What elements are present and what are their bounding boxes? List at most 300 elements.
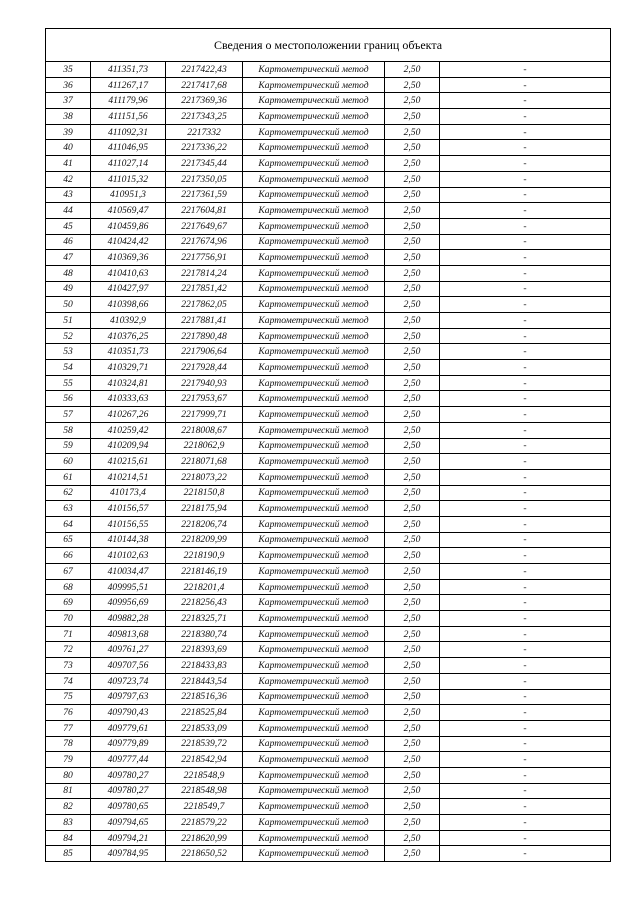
method-cell: Картометрический метод [243,313,385,329]
y-coordinate-cell: 2217814,24 [166,265,243,281]
accuracy-cell: 2,50 [385,281,440,297]
accuracy-cell: 2,50 [385,265,440,281]
x-coordinate-cell: 410329,71 [91,360,166,376]
accuracy-cell: 2,50 [385,469,440,485]
x-coordinate-cell: 409780,65 [91,799,166,815]
point-number-cell: 83 [46,815,91,831]
point-number-cell: 67 [46,564,91,580]
x-coordinate-cell: 411267,17 [91,77,166,93]
accuracy-cell: 2,50 [385,313,440,329]
table-title: Сведения о местоположении границ объекта [46,29,611,62]
point-number-cell: 55 [46,375,91,391]
y-coordinate-cell: 2218650,52 [166,846,243,862]
description-cell: - [440,736,611,752]
description-cell: - [440,767,611,783]
method-cell: Картометрический метод [243,815,385,831]
table-row [46,140,611,156]
table-row [46,611,611,627]
table-row [46,454,611,470]
point-number-cell: 36 [46,77,91,93]
point-number-cell: 61 [46,469,91,485]
x-coordinate-cell: 409794,65 [91,815,166,831]
table-row [46,564,611,580]
point-number-cell: 74 [46,673,91,689]
point-number-cell: 54 [46,360,91,376]
x-coordinate-cell: 409784,95 [91,846,166,862]
description-cell: - [440,265,611,281]
description-cell: - [440,799,611,815]
table-row [46,250,611,266]
method-cell: Картометрический метод [243,564,385,580]
accuracy-cell: 2,50 [385,564,440,580]
accuracy-cell: 2,50 [385,611,440,627]
method-cell: Картометрический метод [243,516,385,532]
table-row [46,673,611,689]
accuracy-cell: 2,50 [385,658,440,674]
y-coordinate-cell: 2218256,43 [166,595,243,611]
y-coordinate-cell: 2218443,54 [166,673,243,689]
y-coordinate-cell: 2217604,81 [166,203,243,219]
table-row [46,469,611,485]
accuracy-cell: 2,50 [385,297,440,313]
point-number-cell: 51 [46,313,91,329]
accuracy-cell: 2,50 [385,234,440,250]
table-row [46,281,611,297]
y-coordinate-cell: 2217851,42 [166,281,243,297]
x-coordinate-cell: 411351,73 [91,62,166,78]
point-number-cell: 48 [46,265,91,281]
description-cell: - [440,438,611,454]
accuracy-cell: 2,50 [385,830,440,846]
x-coordinate-cell: 409779,61 [91,720,166,736]
y-coordinate-cell: 2218393,69 [166,642,243,658]
description-cell: - [440,250,611,266]
method-cell: Картометрический метод [243,626,385,642]
table-row [46,171,611,187]
x-coordinate-cell: 409761,27 [91,642,166,658]
description-cell: - [440,626,611,642]
accuracy-cell: 2,50 [385,579,440,595]
point-number-cell: 38 [46,109,91,125]
y-coordinate-cell: 2218549,7 [166,799,243,815]
method-cell: Картометрический метод [243,375,385,391]
method-cell: Картометрический метод [243,830,385,846]
x-coordinate-cell: 410209,94 [91,438,166,454]
table-row [46,501,611,517]
accuracy-cell: 2,50 [385,156,440,172]
point-number-cell: 72 [46,642,91,658]
method-cell: Картометрический метод [243,407,385,423]
y-coordinate-cell: 2217674,96 [166,234,243,250]
description-cell: - [440,705,611,721]
table-row [46,799,611,815]
method-cell: Картометрический метод [243,611,385,627]
table-row [46,234,611,250]
method-cell: Картометрический метод [243,595,385,611]
table-row [46,218,611,234]
description-cell: - [440,752,611,768]
y-coordinate-cell: 2217890,48 [166,328,243,344]
y-coordinate-cell: 2218206,74 [166,516,243,532]
y-coordinate-cell: 2218620,99 [166,830,243,846]
y-coordinate-cell: 2218209,99 [166,532,243,548]
x-coordinate-cell: 410424,42 [91,234,166,250]
y-coordinate-cell: 2218190,9 [166,548,243,564]
accuracy-cell: 2,50 [385,673,440,689]
method-cell: Картометрический метод [243,438,385,454]
y-coordinate-cell: 2218062,9 [166,438,243,454]
table-row [46,485,611,501]
point-number-cell: 43 [46,187,91,203]
description-cell: - [440,203,611,219]
x-coordinate-cell: 409956,69 [91,595,166,611]
point-number-cell: 69 [46,595,91,611]
point-number-cell: 41 [46,156,91,172]
method-cell: Картометрический метод [243,344,385,360]
y-coordinate-cell: 2218325,71 [166,611,243,627]
table-row [46,422,611,438]
point-number-cell: 37 [46,93,91,109]
x-coordinate-cell: 410351,73 [91,344,166,360]
point-number-cell: 75 [46,689,91,705]
accuracy-cell: 2,50 [385,407,440,423]
description-cell: - [440,391,611,407]
method-cell: Картометрический метод [243,124,385,140]
method-cell: Картометрический метод [243,532,385,548]
description-cell: - [440,532,611,548]
description-cell: - [440,375,611,391]
description-cell: - [440,124,611,140]
accuracy-cell: 2,50 [385,438,440,454]
table-row [46,77,611,93]
table-row [46,783,611,799]
table-row [46,124,611,140]
accuracy-cell: 2,50 [385,77,440,93]
x-coordinate-cell: 410267,26 [91,407,166,423]
x-coordinate-cell: 410156,57 [91,501,166,517]
method-cell: Картометрический метод [243,93,385,109]
table-header-row [46,29,611,62]
point-number-cell: 85 [46,846,91,862]
accuracy-cell: 2,50 [385,501,440,517]
table-row [46,830,611,846]
table-row [46,328,611,344]
method-cell: Картометрический метод [243,783,385,799]
table-row [46,109,611,125]
point-number-cell: 44 [46,203,91,219]
accuracy-cell: 2,50 [385,752,440,768]
x-coordinate-cell: 409780,27 [91,783,166,799]
table-row [46,658,611,674]
method-cell: Картометрический метод [243,673,385,689]
description-cell: - [440,187,611,203]
x-coordinate-cell: 410333,63 [91,391,166,407]
method-cell: Картометрический метод [243,767,385,783]
x-coordinate-cell: 409790,43 [91,705,166,721]
table-row [46,689,611,705]
method-cell: Картометрический метод [243,328,385,344]
method-cell: Картометрический метод [243,846,385,862]
table-row [46,736,611,752]
x-coordinate-cell: 409797,63 [91,689,166,705]
x-coordinate-cell: 411027,14 [91,156,166,172]
description-cell: - [440,642,611,658]
description-cell: - [440,516,611,532]
description-cell: - [440,156,611,172]
description-cell: - [440,109,611,125]
accuracy-cell: 2,50 [385,485,440,501]
y-coordinate-cell: 2217999,71 [166,407,243,423]
accuracy-cell: 2,50 [385,516,440,532]
point-number-cell: 64 [46,516,91,532]
x-coordinate-cell: 411151,56 [91,109,166,125]
accuracy-cell: 2,50 [385,783,440,799]
x-coordinate-cell: 410214,51 [91,469,166,485]
x-coordinate-cell: 410569,47 [91,203,166,219]
x-coordinate-cell: 410951,3 [91,187,166,203]
x-coordinate-cell: 410173,4 [91,485,166,501]
method-cell: Картометрический метод [243,234,385,250]
point-number-cell: 79 [46,752,91,768]
method-cell: Картометрический метод [243,642,385,658]
accuracy-cell: 2,50 [385,548,440,564]
x-coordinate-cell: 410324,81 [91,375,166,391]
accuracy-cell: 2,50 [385,799,440,815]
description-cell: - [440,62,611,78]
point-number-cell: 81 [46,783,91,799]
method-cell: Картометрический метод [243,454,385,470]
method-cell: Картометрический метод [243,469,385,485]
description-cell: - [440,407,611,423]
method-cell: Картометрический метод [243,422,385,438]
y-coordinate-cell: 2218150,8 [166,485,243,501]
point-number-cell: 35 [46,62,91,78]
table-row [46,815,611,831]
accuracy-cell: 2,50 [385,626,440,642]
method-cell: Картометрический метод [243,548,385,564]
y-coordinate-cell: 2218433,83 [166,658,243,674]
point-number-cell: 46 [46,234,91,250]
point-number-cell: 53 [46,344,91,360]
table-row [46,548,611,564]
table-row [46,344,611,360]
accuracy-cell: 2,50 [385,93,440,109]
y-coordinate-cell: 2218380,74 [166,626,243,642]
point-number-cell: 60 [46,454,91,470]
x-coordinate-cell: 410369,36 [91,250,166,266]
y-coordinate-cell: 2218201,4 [166,579,243,595]
accuracy-cell: 2,50 [385,171,440,187]
x-coordinate-cell: 410156,55 [91,516,166,532]
method-cell: Картометрический метод [243,689,385,705]
method-cell: Картометрический метод [243,501,385,517]
x-coordinate-cell: 410215,61 [91,454,166,470]
y-coordinate-cell: 2217862,05 [166,297,243,313]
x-coordinate-cell: 409779,89 [91,736,166,752]
table-row [46,516,611,532]
table-row [46,579,611,595]
table-row [46,595,611,611]
x-coordinate-cell: 410376,25 [91,328,166,344]
y-coordinate-cell: 2218548,98 [166,783,243,799]
accuracy-cell: 2,50 [385,124,440,140]
description-cell: - [440,360,611,376]
accuracy-cell: 2,50 [385,203,440,219]
description-cell: - [440,548,611,564]
y-coordinate-cell: 2217953,67 [166,391,243,407]
x-coordinate-cell: 409882,28 [91,611,166,627]
y-coordinate-cell: 2218533,09 [166,720,243,736]
y-coordinate-cell: 2217881,41 [166,313,243,329]
x-coordinate-cell: 409777,44 [91,752,166,768]
table-row [46,642,611,658]
description-cell: - [440,564,611,580]
method-cell: Картометрический метод [243,171,385,187]
method-cell: Картометрический метод [243,109,385,125]
y-coordinate-cell: 2217756,91 [166,250,243,266]
y-coordinate-cell: 2218071,68 [166,454,243,470]
accuracy-cell: 2,50 [385,328,440,344]
table-row [46,203,611,219]
accuracy-cell: 2,50 [385,62,440,78]
description-cell: - [440,815,611,831]
x-coordinate-cell: 411092,31 [91,124,166,140]
x-coordinate-cell: 410398,66 [91,297,166,313]
y-coordinate-cell: 2217361,59 [166,187,243,203]
x-coordinate-cell: 410427,97 [91,281,166,297]
table-row [46,265,611,281]
accuracy-cell: 2,50 [385,705,440,721]
table-row [46,705,611,721]
table-row [46,360,611,376]
point-number-cell: 78 [46,736,91,752]
point-number-cell: 52 [46,328,91,344]
description-cell: - [440,281,611,297]
table-body [46,62,611,862]
description-cell: - [440,658,611,674]
method-cell: Картометрический метод [243,187,385,203]
x-coordinate-cell: 410392,9 [91,313,166,329]
description-cell: - [440,611,611,627]
description-cell: - [440,297,611,313]
method-cell: Картометрический метод [243,485,385,501]
y-coordinate-cell: 2217350,05 [166,171,243,187]
x-coordinate-cell: 411179,96 [91,93,166,109]
table-row [46,391,611,407]
accuracy-cell: 2,50 [385,815,440,831]
x-coordinate-cell: 409780,27 [91,767,166,783]
table-row [46,767,611,783]
description-cell: - [440,673,611,689]
accuracy-cell: 2,50 [385,422,440,438]
point-number-cell: 47 [46,250,91,266]
y-coordinate-cell: 2218548,9 [166,767,243,783]
y-coordinate-cell: 2218539,72 [166,736,243,752]
description-cell: - [440,171,611,187]
x-coordinate-cell: 411046,95 [91,140,166,156]
point-number-cell: 68 [46,579,91,595]
x-coordinate-cell: 409813,68 [91,626,166,642]
table-row [46,62,611,78]
point-number-cell: 70 [46,611,91,627]
description-cell: - [440,830,611,846]
method-cell: Картометрический метод [243,281,385,297]
description-cell: - [440,93,611,109]
point-number-cell: 42 [46,171,91,187]
description-cell: - [440,783,611,799]
table-row [46,846,611,862]
description-cell: - [440,328,611,344]
x-coordinate-cell: 409995,51 [91,579,166,595]
y-coordinate-cell: 2218579,22 [166,815,243,831]
table-row [46,297,611,313]
point-number-cell: 59 [46,438,91,454]
method-cell: Картометрический метод [243,360,385,376]
accuracy-cell: 2,50 [385,454,440,470]
method-cell: Картометрический метод [243,579,385,595]
y-coordinate-cell: 2217649,67 [166,218,243,234]
y-coordinate-cell: 2217345,44 [166,156,243,172]
point-number-cell: 39 [46,124,91,140]
point-number-cell: 57 [46,407,91,423]
point-number-cell: 50 [46,297,91,313]
accuracy-cell: 2,50 [385,720,440,736]
y-coordinate-cell: 2218525,84 [166,705,243,721]
table-row [46,407,611,423]
accuracy-cell: 2,50 [385,642,440,658]
table-row [46,187,611,203]
point-number-cell: 62 [46,485,91,501]
method-cell: Картометрический метод [243,297,385,313]
point-number-cell: 56 [46,391,91,407]
y-coordinate-cell: 2217343,25 [166,109,243,125]
method-cell: Картометрический метод [243,736,385,752]
x-coordinate-cell: 410102,63 [91,548,166,564]
table-row [46,375,611,391]
accuracy-cell: 2,50 [385,736,440,752]
description-cell: - [440,218,611,234]
point-number-cell: 65 [46,532,91,548]
point-number-cell: 63 [46,501,91,517]
description-cell: - [440,579,611,595]
point-number-cell: 40 [46,140,91,156]
accuracy-cell: 2,50 [385,767,440,783]
description-cell: - [440,454,611,470]
y-coordinate-cell: 2218073,22 [166,469,243,485]
description-cell: - [440,140,611,156]
accuracy-cell: 2,50 [385,344,440,360]
x-coordinate-cell: 410259,42 [91,422,166,438]
description-cell: - [440,501,611,517]
point-number-cell: 49 [46,281,91,297]
method-cell: Картометрический метод [243,658,385,674]
y-coordinate-cell: 2218542,94 [166,752,243,768]
accuracy-cell: 2,50 [385,109,440,125]
method-cell: Картометрический метод [243,156,385,172]
description-cell: - [440,344,611,360]
accuracy-cell: 2,50 [385,689,440,705]
method-cell: Картометрический метод [243,752,385,768]
point-number-cell: 73 [46,658,91,674]
method-cell: Картометрический метод [243,218,385,234]
method-cell: Картометрический метод [243,705,385,721]
point-number-cell: 76 [46,705,91,721]
y-coordinate-cell: 2217422,43 [166,62,243,78]
table-row [46,313,611,329]
x-coordinate-cell: 409794,21 [91,830,166,846]
method-cell: Картометрический метод [243,140,385,156]
x-coordinate-cell: 410034,47 [91,564,166,580]
